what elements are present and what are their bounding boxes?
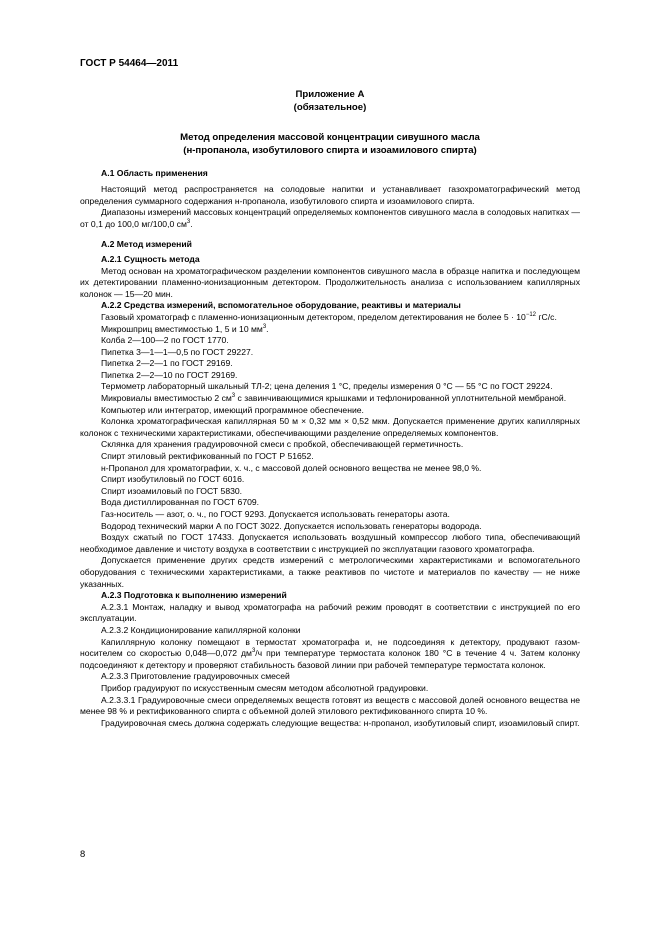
- document-id: ГОСТ Р 54464—2011: [80, 58, 179, 69]
- item-microvials: Микровиалы вместимостью 2 $см^3$ с завинчивающимися крышками и тефлонированной уплотнительной мембраной.: [101, 393, 567, 404]
- item-chromatograph: Газовый хроматограф с пламенно-ионизационным детектором, пределом детектирования не более $5 \cdot 10^{-12}$ гС/с.: [101, 311, 557, 322]
- item-microsyringe: Микрошприц вместимостью 1, 5 и 10 $мм^3$.: [101, 323, 269, 334]
- item-isoamyl: Спирт изоамиловый по ГОСТ 5830.: [101, 485, 243, 496]
- section-a232-paragraph: Капиллярную колонку помещают в термостат хроматографа и, не подсоединяя к детектору, продувают газом-носителем со скоростью 0,048—0,072 $дм^3/ч$ при температуре термостата колонок 180 °С в течение 4 ч. Затем колонку подсоединяют к детектору и проверяют стабильность базовой линии при рабочей температуре термостата колонок.: [80, 636, 580, 670]
- item-computer: Компьютер или интегратор, имеющий программное обеспечение.: [101, 404, 364, 415]
- item-carrier-gas: Газ-носитель — азот, о. ч., по ГОСТ 9293. Допускается использовать генераторы азота.: [101, 509, 450, 519]
- main-title-line1: Метод определения массовой концентрации сивушного масла: [180, 132, 480, 144]
- section-a2331: А.2.3.3.1 Градуировочные смеси определяемых веществ готовят из веществ с массовой долей основного вещества не менее 98 % и ректификованного спирта с объемной долей этилового ректификованного спирта 10 %.: [80, 694, 580, 717]
- section-a21-paragraph: Метод основан на хроматографическом разделении компонентов сивушного масла в образце напитка и последующем их детектировании пламенно-ионизационным детектором. Продолжительность анализа с использованием капиллярных колонок — 15—20 мин.: [80, 265, 580, 299]
- section-a233-paragraph: Прибор градуируют по искусственным смесям методом абсолютной градуировки.: [101, 682, 429, 693]
- item-column: Колонка хроматографическая капиллярная 50 м × 0,32 мм × 0,52 мкм. Допускается применение других капиллярных колонок с техническими характеристиками, обеспечивающими разделение определяемых компонентов.: [80, 416, 580, 438]
- item-pipette-2: Пипетка 2—2—1 по ГОСТ 29169.: [101, 358, 233, 369]
- section-a1-range-paragraph: Диапазоны измерений массовых концентраций определяемых компонентов сивушного масла в солодовых напитках — от 0,1 до 100,0 мг/100,0 $см^3$.: [80, 207, 580, 229]
- section-a22-heading: А.2.2 Средства измерений, вспомогательное оборудование, реактивы и материалы: [101, 300, 461, 311]
- section-a21-heading: А.2.1 Сущность метода: [101, 253, 200, 264]
- appendix-status: (обязательное): [293, 101, 367, 113]
- section-mix-paragraph: Градуировочная смесь должна содержать следующие вещества: н-пропанол, изобутиловый спирт, изоамиловый спирт.: [101, 717, 580, 728]
- page-body: [80, 89, 580, 729]
- item-flask: Колба 2—100—2 по ГОСТ 1770.: [101, 335, 229, 346]
- main-title-line2: (н-пропанола, изобутилового спирта и изоамилового спирта): [183, 144, 477, 156]
- appendix-title: Приложение А: [295, 89, 365, 100]
- item-ethanol: Спирт этиловый ректификованный по ГОСТ Р 51652.: [101, 451, 314, 462]
- item-storage-jar: Склянка для хранения градуировочной смеси с пробкой, обеспечивающей герметичность.: [101, 439, 464, 450]
- section-a1-heading: А.1 Область применения: [101, 168, 208, 179]
- item-other-equipment: Допускается применение других средств измерений с метрологическими характеристиками и вспомогательного оборудования с техническими характеристиками, а также реактивов по чистоте и материалов по качеству — не ниже указанных.: [80, 555, 580, 589]
- section-a23-heading: А.2.3 Подготовка к выполнению измерений: [101, 590, 287, 601]
- item-pipette-3: Пипетка 2—2—10 по ГОСТ 29169.: [101, 369, 238, 380]
- section-a231: А.2.3.1 Монтаж, наладку и вывод хроматографа на рабочий режим проводят в соответствии с инструкцией по его эксплуатации.: [80, 601, 580, 624]
- section-a233: А.2.3.3 Приготовление градуировочных смесей: [101, 671, 290, 682]
- section-a232: А.2.3.2 Кондиционирование капиллярной колонки: [101, 624, 301, 635]
- item-water: Вода дистиллированная по ГОСТ 6709.: [101, 497, 260, 508]
- item-compressed-air: Воздух сжатый по ГОСТ 17433. Допускается использовать воздушный компрессор любого типа, обеспечивающий необходимое давление и чистоту воздуха в соответствии с инструкцией по эксплуатации газового хроматографа.: [80, 532, 580, 554]
- page-number: 8: [80, 848, 86, 859]
- item-thermometer: Термометр лабораторный шкальный ТЛ-2; цена деления 1 °С, пределы измерения 0 °С — 55 °С по ГОСТ 29224.: [101, 381, 553, 392]
- item-propanol: н-Пропанол для хроматографии, х. ч., с массовой долей основного вещества не менее 98,0 %.: [101, 462, 482, 473]
- section-a1-paragraph: Настоящий метод распространяется на солодовые напитки и устанавливает газохроматографический метод определения суммарного содержания н-пропанола, изобутилового спирта и изоамилового спирта.: [80, 183, 580, 206]
- item-pipette-1: Пипетка 3—1—1—0,5 по ГОСТ 29227.: [101, 346, 254, 357]
- item-hydrogen: Водород технический марки А по ГОСТ 3022. Допускается использовать генераторы водорода.: [101, 520, 482, 531]
- item-isobutyl: Спирт изобутиловый по ГОСТ 6016.: [101, 474, 245, 485]
- section-a2-heading: А.2 Метод измерений: [101, 239, 192, 250]
